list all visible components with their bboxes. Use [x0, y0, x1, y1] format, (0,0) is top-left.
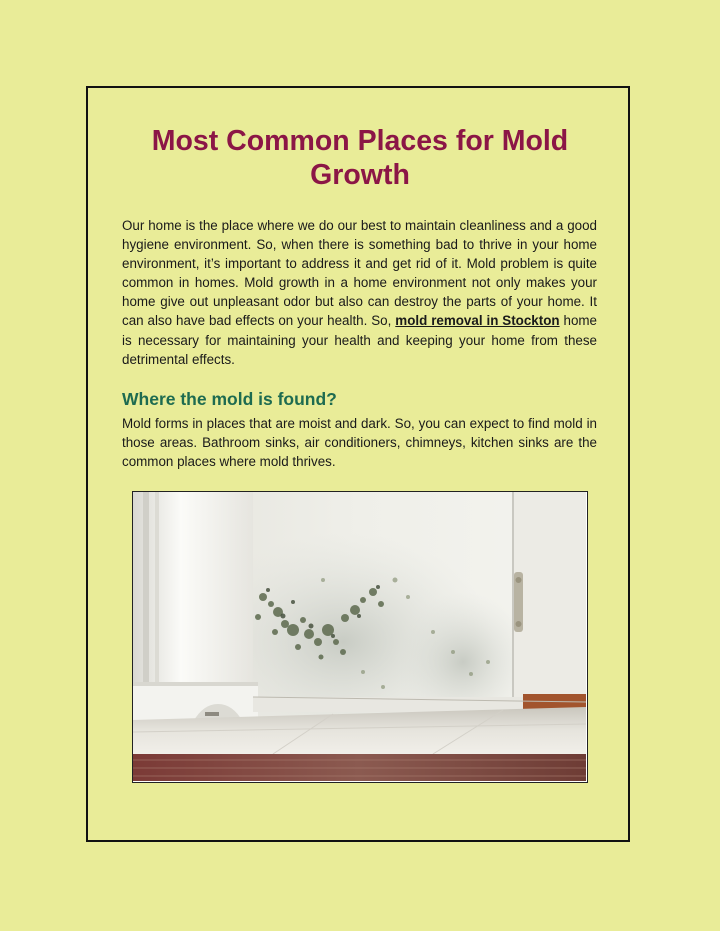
- document-title: Most Common Places for Mold Growth: [151, 125, 569, 191]
- intro-text-before-link: Our home is the place where we do our best to maintain cleanliness and a good hygiene environment. So, when there is something bad to thrive in your home environment, it’s important to address it and get rid of it. Mold problem is quite common in homes. Mold growth in a home environment not only makes your home give out unpleasant odor but also can destroy the parts of your home. It can also have bad effects on your health. So,: [122, 218, 597, 329]
- mold-removal-link[interactable]: mold removal in Stockton: [395, 313, 560, 329]
- intro-paragraph: [122, 216, 597, 369]
- section-paragraph: Mold forms in places that are moist and dark. So, you can expect to find mold in those areas. Bathroom sinks, air conditioners, chimneys, kitchen sinks are the common places where mold thrives.: [122, 416, 597, 470]
- mold-wall-illustration: [133, 492, 586, 781]
- mold-wall-photo: [132, 491, 588, 783]
- intro-text-after-link: home is necessary for maintaining your health and keeping your home from these detrimental effects.: [122, 313, 597, 367]
- section-heading: Where the mold is found?: [122, 389, 337, 409]
